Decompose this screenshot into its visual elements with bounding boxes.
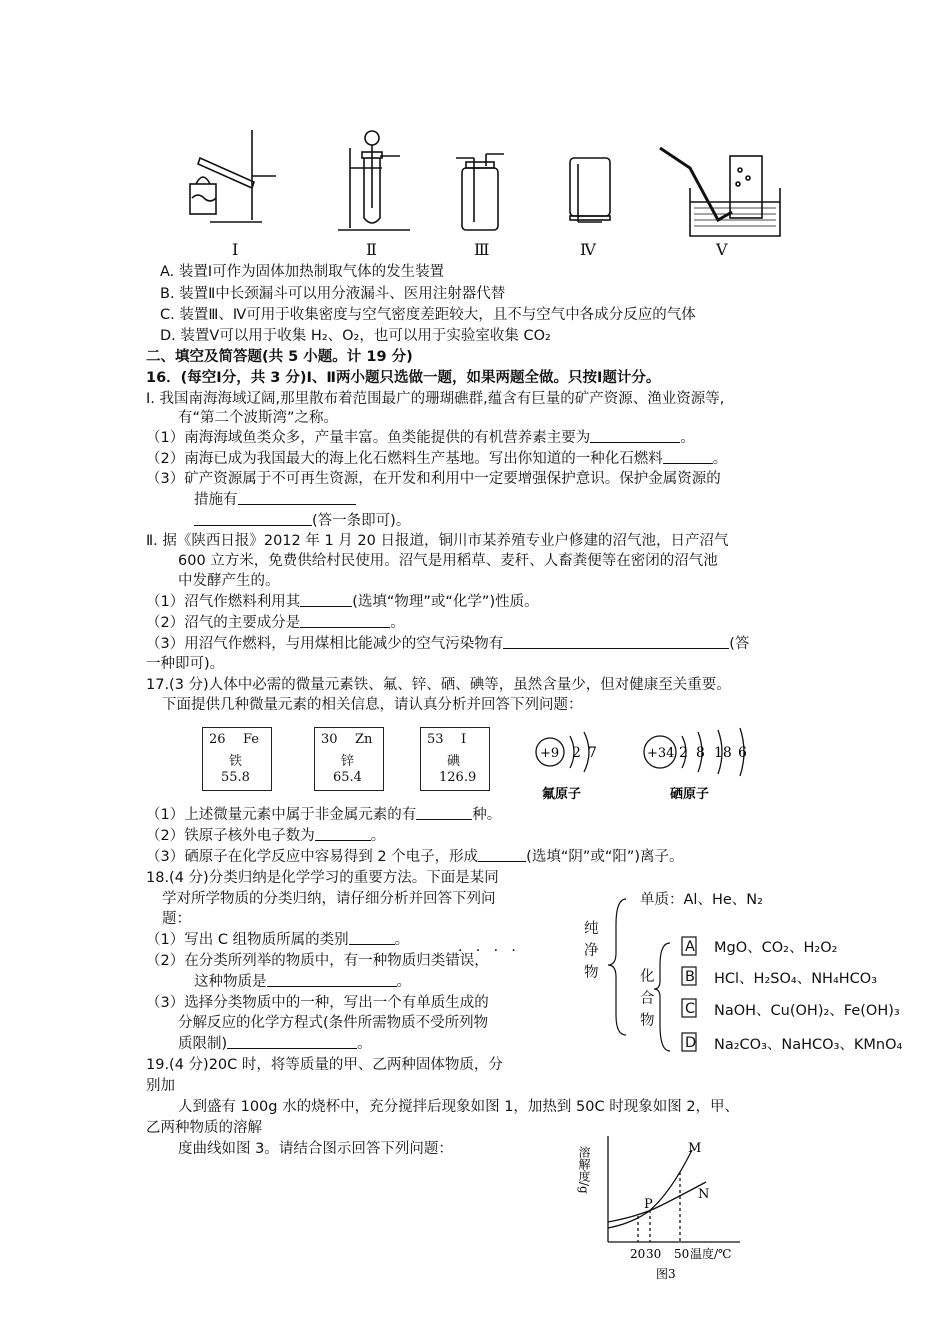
selenium-shell-4: 6 bbox=[738, 745, 747, 761]
q18-s2-b-text: 这种物质是 bbox=[194, 974, 267, 990]
q17-s3 bbox=[146, 847, 684, 867]
q16-ii3-b: 一种即可)。 bbox=[146, 656, 225, 672]
q16-i2-blank[interactable] bbox=[663, 449, 713, 464]
q18-intro-2: 学对所学物质的分类归纳，请仔细分析并回答下列问 bbox=[162, 891, 496, 907]
element-card-i bbox=[420, 727, 490, 791]
group-c-items: NaOH、Cu(OH)₂、Fe(OH)₃ bbox=[714, 1003, 900, 1019]
q19-intro-3: 人到盛有 100g 水的烧杯中，充分搅拌后现象如图 1，加热到 50C 时现象如图 2，甲、 bbox=[178, 1099, 740, 1115]
q18-s3-c bbox=[178, 1034, 372, 1054]
group-b-letter: B bbox=[685, 969, 695, 985]
q17-intro-1: 17.(3 分)人体中必需的微量元素铁、氟、锌、硒、碘等，虽然含量少，但对健康至关重要。 bbox=[146, 677, 731, 693]
q16-header: 16．(每空Ⅰ分，共 3 分)Ⅰ、Ⅱ两小题只选做一题，如果两题全做。只按Ⅰ题计分。 bbox=[146, 370, 661, 386]
selenium-shell-3: 18 bbox=[714, 745, 732, 761]
q16-partI-intro-2: 有“第二个波斯湾”之称。 bbox=[178, 410, 339, 426]
curve-m-label: M bbox=[688, 1141, 702, 1156]
q16-ii2-text: （2）沼气的主要成分是 bbox=[146, 615, 301, 631]
element-zn-number: 30 bbox=[321, 732, 338, 747]
q18-intro-1: 18.(4 分)分类归纳是化学学习的重要方法。下面是某同 bbox=[146, 870, 499, 886]
q16-i3: （3）矿产资源属于不可再生资源，在开发和利用中一定要增强保护意识。保护金属资源的 bbox=[146, 471, 721, 487]
q16-ii3 bbox=[146, 634, 749, 654]
q16-partI-intro-1: I. 我国南海海域辽阔,那里散布着范围最广的珊瑚礁群,蕴含有巨量的矿产资源、渔业资源等, bbox=[146, 391, 725, 407]
q17-s1-end: 种。 bbox=[472, 807, 502, 823]
tick-20: 20 bbox=[630, 1247, 646, 1261]
q16-ii3-text: （3）用沼气作燃料，与用煤相比能减少的空气污染物有 bbox=[146, 636, 504, 652]
selenium-shell-2: 8 bbox=[696, 745, 705, 761]
q19-intro-1: 19.(4 分)20C 时，将等质量的甲、乙两种固体物质，分 bbox=[146, 1057, 503, 1073]
graph-caption: 图3 bbox=[656, 1267, 676, 1281]
q16-i3-b-text: 措施有 bbox=[194, 492, 238, 508]
q16-i3-b bbox=[194, 490, 356, 510]
element-fe-mass: 55.8 bbox=[221, 770, 250, 785]
q16-ii1 bbox=[146, 592, 539, 612]
q18-s1 bbox=[146, 930, 409, 950]
atom-diagrams bbox=[528, 726, 778, 806]
group-d-letter: D bbox=[685, 1035, 697, 1051]
q17-intro-2: 下面提供几种微量元素的相关信息，请认真分析并回答下列问题： bbox=[162, 697, 583, 713]
q16-partII-intro-1: Ⅱ. 据《陕西日报》2012 年 1 月 20 日报道，铜川市某养殖专业户修建的沼气池，日产沼气 bbox=[146, 533, 729, 549]
q16-i1 bbox=[146, 428, 695, 448]
solubility-graph bbox=[577, 1128, 750, 1318]
q16-partII-intro-2: 600 立方米，免费供给村民使用。沼气是用稻草、麦秆、人畜粪便等在密闭的沼气池 bbox=[178, 553, 718, 569]
q17-s3-end: (选填“阴”或“阳”)离子。 bbox=[526, 849, 684, 865]
q16-i3-blank-2[interactable] bbox=[194, 511, 312, 526]
q17-s2 bbox=[146, 826, 385, 846]
fluorine-shell-1: 2 bbox=[572, 745, 581, 761]
q16-i1-end: 。 bbox=[680, 430, 695, 446]
q16-i2 bbox=[146, 449, 727, 469]
q18-s3: （3）选择分类物质中的一种，写出一个有单质生成的 bbox=[146, 995, 489, 1011]
option-c: C. 装置Ⅲ、Ⅳ可用于收集密度与空气密度差距较大，且不与空气中各成分反应的气体 bbox=[160, 307, 696, 323]
q17-s2-end: 。 bbox=[370, 828, 386, 844]
q16-i2-end: 。 bbox=[712, 451, 728, 467]
point-p-label: P bbox=[644, 1197, 653, 1212]
tick-50: 50 bbox=[674, 1247, 690, 1261]
element-i-symbol: I bbox=[461, 732, 467, 747]
q19-intro-2: 别加 bbox=[146, 1078, 175, 1094]
apparatus-label-2: Ⅱ bbox=[366, 240, 377, 259]
q16-i3-c bbox=[194, 511, 410, 531]
q17-s3-blank[interactable] bbox=[478, 847, 526, 862]
group-a-items: MgO、CO₂、H₂O₂ bbox=[714, 940, 838, 956]
q16-i3-c-text: (答一条即可)。 bbox=[312, 513, 411, 529]
q17-s1 bbox=[146, 805, 501, 825]
q16-ii1-text: （1）沼气作燃料利用其 bbox=[146, 594, 301, 610]
fluorine-caption: 氟原子 bbox=[542, 787, 582, 802]
q17-s3-text: （3）硒原子在化学反应中容易得到 2 个电子，形成 bbox=[146, 849, 479, 865]
q18-s1-text: （1）写出 C 组物质所属的类别 bbox=[146, 932, 349, 948]
q17-s1-text: （1）上述微量元素中属于非金属元素的有 bbox=[146, 807, 417, 823]
q17-s1-blank[interactable] bbox=[416, 805, 472, 820]
selenium-caption: 硒原子 bbox=[670, 787, 710, 802]
section-2-title: 二、填空及简答题(共 5 小题。计 19 分) bbox=[146, 349, 413, 365]
q16-i1-blank[interactable] bbox=[590, 428, 680, 443]
element-i-number: 53 bbox=[427, 732, 444, 747]
q16-ii1-blank[interactable] bbox=[300, 592, 352, 607]
fluorine-nucleus: +9 bbox=[540, 746, 560, 761]
q18-s2-b bbox=[194, 972, 411, 992]
decoration-dots: . . . . bbox=[458, 939, 516, 955]
apparatus-label-1: Ⅰ bbox=[232, 240, 239, 259]
q16-ii2 bbox=[146, 613, 405, 633]
q19-intro-5: 度曲线如图 3。请结合图示回答下列问题： bbox=[178, 1141, 453, 1157]
fluorine-shell-2: 7 bbox=[588, 745, 597, 761]
element-fe-name: 铁 bbox=[229, 754, 243, 769]
apparatus-label-3: Ⅲ bbox=[474, 240, 490, 259]
element-card-zn bbox=[314, 727, 384, 791]
graph-xlabel: 温度/℃ bbox=[690, 1247, 732, 1261]
q16-ii1-end: (选填“物理”或“化学”)性质。 bbox=[352, 594, 539, 610]
element-zn-mass: 65.4 bbox=[333, 770, 362, 785]
group-b-items: HCl、H₂SO₄、NH₄HCO₃ bbox=[714, 971, 878, 987]
apparatus-label-5: Ⅴ bbox=[716, 240, 728, 259]
q16-ii2-blank[interactable] bbox=[300, 613, 390, 628]
element-fe-number: 26 bbox=[209, 732, 226, 747]
q16-partII-intro-3: 中发酵产生的。 bbox=[178, 573, 280, 589]
q18-s2-end: 。 bbox=[396, 974, 411, 990]
q17-s2-text: （2）铁原子核外电子数为 bbox=[146, 828, 315, 844]
option-b: B. 装置Ⅱ中长颈漏斗可以用分液漏斗、医用注射器代替 bbox=[160, 286, 506, 302]
compound-label: 化合物 bbox=[640, 969, 655, 1029]
group-a-letter: A bbox=[685, 939, 695, 955]
element-card-fe bbox=[202, 727, 272, 791]
graph-ylabel: 溶解度/g bbox=[577, 1146, 591, 1194]
q18-s2: （2）在分类所列举的物质中，有一种物质归类错误， bbox=[146, 953, 489, 969]
selenium-nucleus: +34 bbox=[647, 746, 675, 761]
q19-intro-4: 乙两种物质的溶解 bbox=[146, 1120, 262, 1136]
q18-s2-blank[interactable] bbox=[267, 972, 397, 987]
q16-ii3-blank[interactable] bbox=[503, 634, 729, 649]
element-zn-symbol: Zn bbox=[355, 732, 373, 747]
group-c-letter: C bbox=[685, 1001, 696, 1017]
option-a: A. 装置Ⅰ可作为固体加热制取气体的发生装置 bbox=[160, 264, 445, 280]
curve-n-label: N bbox=[698, 1187, 710, 1202]
q18-s3-blank[interactable] bbox=[227, 1034, 357, 1049]
q18-intro-3: 题： bbox=[162, 911, 191, 927]
element-substance-label: 单质：Al、He、N₂ bbox=[640, 892, 763, 908]
q18-s3-b: 分解反应的化学方程式(条件所需物质不受所列物 bbox=[178, 1015, 489, 1031]
q16-ii3-end: (答 bbox=[729, 636, 750, 652]
q18-s1-end: 。 bbox=[394, 932, 410, 948]
element-i-mass: 126.9 bbox=[439, 770, 477, 785]
element-zn-name: 锌 bbox=[341, 754, 355, 769]
apparatus-label-4: Ⅳ bbox=[580, 240, 596, 259]
q18-s3-c-text: 质限制) bbox=[178, 1036, 228, 1052]
element-i-name: 碘 bbox=[447, 754, 461, 769]
group-d-items: Na₂CO₃、NaHCO₃、KMnO₄ bbox=[714, 1037, 903, 1053]
selenium-shell-1: 2 bbox=[679, 745, 688, 761]
q16-ii2-end: 。 bbox=[390, 615, 405, 631]
option-d: D. 装置Ⅴ可以用于收集 H₂、O₂，也可以用于实验室收集 CO₂ bbox=[160, 328, 551, 344]
pure-substance-label: 纯净物 bbox=[584, 921, 599, 981]
q16-i1-text: （1）南海海域鱼类众多，产量丰富。鱼类能提供的有机营养素主要为 bbox=[146, 430, 591, 446]
q17-s2-blank[interactable] bbox=[315, 826, 371, 841]
tick-30: 30 bbox=[646, 1247, 662, 1261]
element-fe-symbol: Fe bbox=[243, 732, 260, 747]
q16-i3-blank-1[interactable] bbox=[238, 490, 356, 505]
q16-i2-text: （2）南海已成为我国最大的海上化石燃料生产基地。写出你知道的一种化石燃料 bbox=[146, 451, 663, 467]
q18-s1-blank[interactable] bbox=[349, 930, 395, 945]
q18-s3-end: 。 bbox=[357, 1036, 372, 1052]
